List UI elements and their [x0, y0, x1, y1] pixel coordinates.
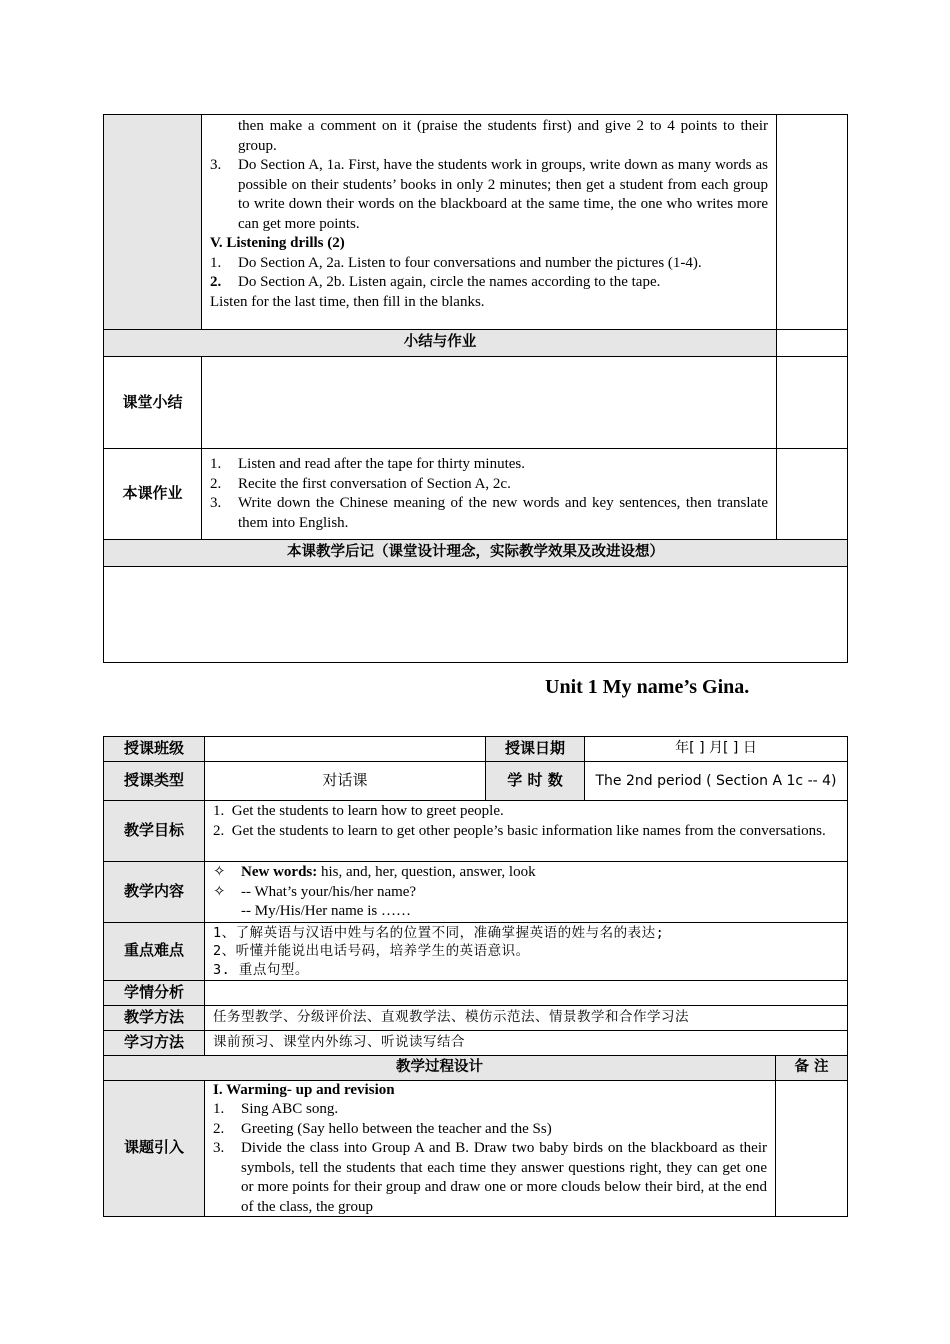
date-label: 授课日期 [486, 737, 585, 762]
remarks-cell [777, 115, 848, 330]
lesson-table-previous [103, 114, 848, 663]
list-item: 2. Recite the first conversation of Section A, 2c. [210, 475, 511, 492]
list-item: 1. Do Section A, 2a. Listen to four conversations and number the pictures (1-4). [210, 254, 702, 271]
type-value: 对话课 [205, 762, 486, 801]
hours-value: The 2nd period ( Section A 1c -- 4) [585, 762, 848, 801]
date-value: 年[ ] 月[ ] 日 [585, 737, 848, 762]
list-item: 2. Do Section A, 2b. Listen again, circle the names according to the tape. [210, 274, 661, 290]
list-item: 3. Divide the class into Group A and B. Draw two baby birds on the blackboard as their symbols, tell the students that each time they answer questions right, they can get one or more points for their group and draw one or more clouds below their bird, at the end of the class, the group [213, 1140, 767, 1215]
postscript-header: 本课教学后记（课堂设计理念，实际教学效果及改进设想） [104, 540, 848, 567]
analysis-content [205, 980, 848, 1005]
summary-homework-header: 小结与作业 [104, 330, 777, 357]
type-label: 授课类型 [104, 762, 205, 801]
list-item: 2. Greeting (Say hello between the teacher and the Ss) [213, 1120, 552, 1137]
section-heading: I. Warming- up and revision [213, 1081, 395, 1098]
list-item: ✧ -- What’s your/his/her name? [213, 883, 839, 903]
remarks-cell [777, 357, 848, 449]
analysis-label: 学情分析 [104, 980, 205, 1005]
remarks-header: 备 注 [776, 1055, 848, 1080]
remarks-cell [777, 330, 848, 357]
bullet-icon: ✧ [213, 883, 226, 900]
list-item: 1. Listen and read after the tape for thirty minutes. [210, 456, 525, 472]
homework-label: 本课作业 [104, 449, 202, 540]
postscript-content [104, 567, 848, 663]
method-label: 教学方法 [104, 1005, 205, 1030]
bullet-icon: ✧ [213, 864, 226, 880]
hours-label: 学 时 数 [486, 762, 585, 801]
method-value: 任务型教学、分级评价法、直观教学法、模仿示范法、情景教学和合作学习法 [205, 1005, 848, 1030]
unit-title: Unit 1 My name’s Gina. [545, 676, 750, 698]
list-item: ✧ New words: his, and, her, question, answer, look [213, 863, 839, 883]
section-heading: V. Listening drills (2) [210, 235, 345, 251]
class-label: 授课班级 [104, 737, 205, 762]
answer-pattern: -- My/His/Her name is …… [241, 903, 411, 919]
goal-item: 1. Get the students to learn how to greet people. [213, 803, 504, 819]
list-item: 3. Do Section A, 1a. First, have the students work in groups, write down as many words as possible on their students’ books in only 2 minutes; then get a student from each group to write down their words on the blackboard at the same time, the one who writes more can get more points. [210, 157, 768, 232]
final-listening-line: Listen for the last time, then fill in the blanks. [210, 293, 485, 310]
key-label: 重点难点 [104, 922, 205, 980]
comment-continuation: then make a comment on it (praise the students first) and give 2 to 4 points to their group. [238, 118, 768, 154]
content-content [205, 862, 848, 923]
learn-value: 课前预习、课堂内外练习、听说读写结合 [205, 1030, 848, 1055]
lesson-table [103, 736, 848, 1217]
list-item: 3. Write down the Chinese meaning of the new words and key sentences, then translate them into English. [210, 495, 768, 531]
remarks-cell [776, 1080, 848, 1216]
goals-label: 教学目标 [104, 801, 205, 862]
remarks-cell [777, 449, 848, 540]
goal-item: 2. Get the students to learn to get other people’s basic information like names from the conversations. [213, 822, 826, 839]
class-value [205, 737, 486, 762]
classroom-summary-content [202, 357, 777, 449]
intro-content [205, 1080, 776, 1216]
intro-label: 课题引入 [104, 1080, 205, 1216]
learn-label: 学习方法 [104, 1030, 205, 1055]
process-header: 教学过程设计 [104, 1055, 776, 1080]
content-label: 教学内容 [104, 862, 205, 923]
key-content: 1、了解英语与汉语中姓与名的位置不同，准确掌握英语的姓与名的表达; 2、听懂并能说出电话号码，培养学生的英语意识。 3. 重点句型。 [205, 922, 848, 980]
process-content-cell [202, 115, 777, 330]
list-item: 1. Sing ABC song. [213, 1101, 339, 1117]
homework-content [202, 449, 777, 540]
classroom-summary-label: 课堂小结 [104, 357, 202, 449]
goals-content [205, 801, 848, 862]
process-label-cell [104, 115, 202, 330]
